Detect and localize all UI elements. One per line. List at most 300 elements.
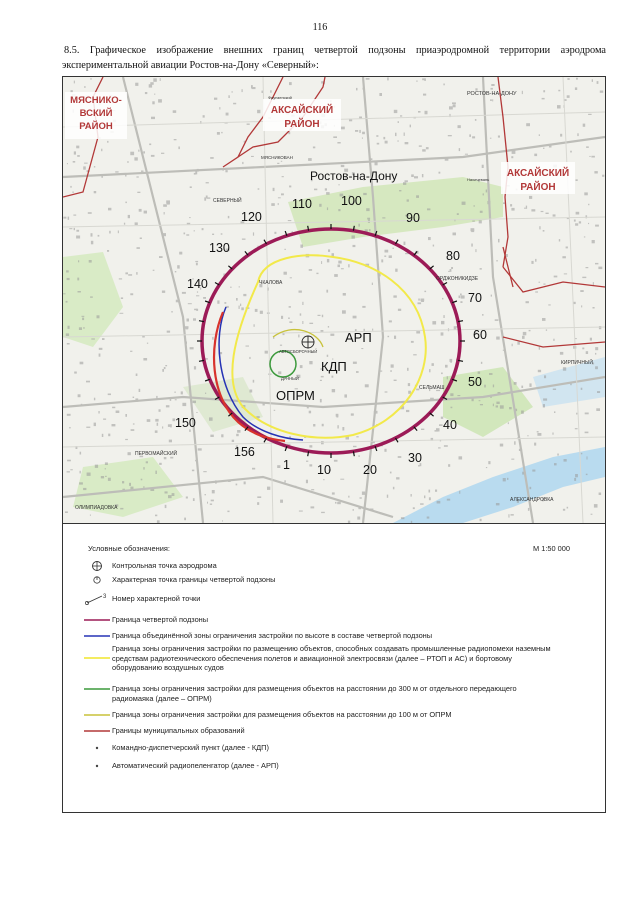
building-shape <box>288 220 292 221</box>
building-shape <box>252 468 255 470</box>
arp-marker-icon <box>94 763 100 769</box>
building-shape <box>472 399 474 402</box>
building-shape <box>140 238 142 240</box>
building-shape <box>265 351 268 354</box>
building-shape <box>521 386 523 388</box>
building-shape <box>529 383 531 387</box>
building-shape <box>342 427 344 431</box>
district-label: РАЙОН <box>520 182 556 193</box>
building-shape <box>421 429 424 430</box>
building-shape <box>165 491 168 493</box>
building-shape <box>353 316 357 319</box>
building-shape <box>166 405 170 407</box>
building-shape <box>145 92 147 94</box>
building-shape <box>333 136 337 138</box>
building-shape <box>125 175 126 177</box>
section-heading: 8.5. Графическое изображение внешних границ четвертой подзоны приаэродромной территории аэродрома экспериментальной авиации Ростов-на-Дону «Северный»: <box>62 45 606 71</box>
building-shape <box>82 318 84 321</box>
building-shape <box>575 87 577 90</box>
building-shape <box>570 151 572 153</box>
building-shape <box>546 329 547 330</box>
building-shape <box>313 424 315 427</box>
building-shape <box>155 419 158 422</box>
building-shape <box>480 211 483 213</box>
building-shape <box>523 332 527 335</box>
building-shape <box>84 86 85 88</box>
building-shape <box>510 204 512 206</box>
building-shape <box>309 269 312 271</box>
building-shape <box>105 476 107 477</box>
place-label: СЕВЕРНЫЙ <box>213 198 242 204</box>
building-shape <box>508 422 509 424</box>
building-shape <box>496 337 500 340</box>
building-shape <box>576 413 577 415</box>
building-shape <box>224 302 226 304</box>
building-shape <box>328 326 329 328</box>
building-shape <box>80 452 82 455</box>
building-shape <box>129 483 131 486</box>
building-shape <box>377 143 380 145</box>
building-shape <box>398 309 401 311</box>
building-shape <box>164 367 166 369</box>
building-shape <box>336 416 338 418</box>
building-shape <box>195 261 198 262</box>
building-shape <box>419 145 422 146</box>
building-shape <box>394 110 398 113</box>
building-shape <box>330 334 334 336</box>
building-shape <box>474 205 475 207</box>
building-shape <box>595 366 598 369</box>
district-label: РАЙОН <box>284 119 320 130</box>
building-shape <box>97 315 100 318</box>
building-shape <box>65 511 68 513</box>
district-label: АКСАЙСКИЙ <box>506 168 570 179</box>
place-label: ОРДЖОНИКИДЗЕ <box>436 276 479 282</box>
building-shape <box>426 147 429 149</box>
building-shape <box>522 336 525 339</box>
building-shape <box>404 133 405 136</box>
building-shape <box>308 158 312 161</box>
building-shape <box>67 414 71 416</box>
building-shape <box>595 353 596 355</box>
building-shape <box>143 467 144 470</box>
building-shape <box>574 478 576 481</box>
building-shape <box>472 221 475 222</box>
building-shape <box>480 404 483 405</box>
building-shape <box>309 323 313 324</box>
building-shape <box>332 376 334 378</box>
point-number: 130 <box>209 241 230 255</box>
building-shape <box>554 276 558 278</box>
building-shape <box>190 347 194 349</box>
building-shape <box>406 410 409 412</box>
place-label: Нахичевань <box>467 177 490 182</box>
place-label: АЛЕКСАНДРОВКА <box>510 497 554 503</box>
building-shape <box>105 462 108 465</box>
building-shape <box>393 487 395 490</box>
building-shape <box>587 456 588 459</box>
building-shape <box>458 125 461 128</box>
building-shape <box>429 490 431 493</box>
building-shape <box>385 141 388 144</box>
building-shape <box>112 424 116 426</box>
station-label-oprm: ОПРМ <box>276 388 315 403</box>
building-shape <box>567 78 569 80</box>
building-shape <box>421 300 424 302</box>
building-shape <box>376 135 378 137</box>
building-shape <box>320 380 322 381</box>
building-shape <box>385 391 388 392</box>
building-shape <box>250 390 253 393</box>
building-shape <box>344 394 347 397</box>
building-shape <box>101 149 102 152</box>
building-shape <box>67 163 68 164</box>
building-shape <box>479 400 481 401</box>
building-shape <box>221 132 222 133</box>
building-shape <box>514 382 517 385</box>
building-shape <box>496 405 498 407</box>
building-shape <box>161 153 164 154</box>
place-label: МЯСНИКОВАН <box>261 155 293 160</box>
building-shape <box>277 163 279 164</box>
district-label: АКСАЙСКИЙ <box>270 105 334 116</box>
building-shape <box>394 336 396 339</box>
building-shape <box>352 235 355 238</box>
building-shape <box>356 436 358 437</box>
building-shape <box>511 514 514 516</box>
building-shape <box>171 311 173 312</box>
building-shape <box>179 252 182 255</box>
legend-item: 3 Номер характерной точки <box>82 594 557 604</box>
building-shape <box>530 487 532 489</box>
building-shape <box>66 270 69 272</box>
building-shape <box>79 482 83 484</box>
building-shape <box>192 470 194 472</box>
district-label: МЯСНИКО- <box>70 95 122 106</box>
building-shape <box>137 192 140 193</box>
building-shape <box>369 229 371 231</box>
building-shape <box>423 94 426 96</box>
place-label: ДАЧНЫЙ <box>281 376 299 381</box>
building-shape <box>353 245 356 247</box>
building-shape <box>567 507 569 509</box>
building-shape <box>432 321 436 324</box>
building-shape <box>274 232 276 234</box>
building-shape <box>210 157 214 159</box>
map-panel <box>63 77 605 523</box>
place-label: ПЕРВОМАЙСКИЙ <box>135 451 178 457</box>
building-shape <box>241 307 244 310</box>
building-shape <box>407 368 409 371</box>
building-shape <box>597 81 599 84</box>
building-shape <box>448 135 452 136</box>
building-shape <box>443 84 444 86</box>
building-shape <box>109 231 111 234</box>
building-shape <box>187 319 190 322</box>
building-shape <box>107 250 109 252</box>
building-shape <box>334 460 338 462</box>
building-shape <box>257 502 259 505</box>
building-shape <box>289 321 292 323</box>
building-shape <box>196 412 197 413</box>
building-shape <box>182 292 186 294</box>
building-shape <box>332 492 335 494</box>
point-number: 50 <box>468 375 482 389</box>
building-shape <box>507 478 508 480</box>
building-shape <box>543 230 545 232</box>
building-shape <box>560 134 562 137</box>
building-shape <box>483 193 484 195</box>
building-shape <box>408 383 410 386</box>
building-shape <box>437 501 441 504</box>
building-shape <box>196 309 198 311</box>
building-shape <box>355 130 358 132</box>
building-shape <box>564 273 567 274</box>
building-shape <box>469 134 471 137</box>
building-shape <box>528 508 529 511</box>
building-shape <box>526 123 530 126</box>
building-shape <box>358 455 359 457</box>
building-shape <box>254 324 255 327</box>
building-shape <box>84 163 88 164</box>
building-shape <box>70 469 73 470</box>
building-shape <box>174 139 177 140</box>
building-shape <box>67 460 71 462</box>
building-shape <box>460 301 462 303</box>
building-shape <box>542 318 546 321</box>
building-shape <box>133 397 135 398</box>
building-shape <box>136 272 137 275</box>
building-shape <box>257 496 261 498</box>
building-shape <box>394 380 397 381</box>
building-shape <box>89 260 92 263</box>
building-shape <box>128 274 132 276</box>
building-shape <box>196 295 199 296</box>
building-shape <box>323 479 325 480</box>
building-shape <box>168 495 172 498</box>
building-shape <box>589 156 590 157</box>
building-shape <box>327 355 329 357</box>
building-shape <box>557 454 559 456</box>
building-shape <box>119 278 122 279</box>
building-shape <box>197 291 198 292</box>
building-shape <box>482 314 483 316</box>
building-shape <box>167 202 170 204</box>
building-shape <box>581 305 582 307</box>
building-shape <box>548 304 550 305</box>
building-shape <box>535 259 536 262</box>
building-shape <box>69 228 72 229</box>
building-shape <box>144 211 147 214</box>
district-label: ВСКИЙ <box>79 108 113 119</box>
building-shape <box>239 286 240 287</box>
building-shape <box>211 500 214 502</box>
building-shape <box>108 478 111 481</box>
building-shape <box>162 291 165 293</box>
building-shape <box>493 404 494 407</box>
building-shape <box>445 365 448 368</box>
building-shape <box>459 491 460 494</box>
building-shape <box>128 215 130 218</box>
building-shape <box>154 94 155 95</box>
building-shape <box>389 255 392 258</box>
building-shape <box>251 156 254 157</box>
building-shape <box>169 440 172 443</box>
building-shape <box>416 331 420 333</box>
building-shape <box>278 197 281 198</box>
building-shape <box>273 337 274 339</box>
building-shape <box>480 268 482 270</box>
building-shape <box>131 429 135 431</box>
building-shape <box>449 106 453 109</box>
building-shape <box>543 90 545 92</box>
building-shape <box>212 234 214 235</box>
point-number: 80 <box>446 249 460 263</box>
building-shape <box>244 482 246 485</box>
building-shape <box>585 413 589 415</box>
building-shape <box>107 141 108 143</box>
building-shape <box>459 456 463 459</box>
building-shape <box>395 269 397 272</box>
building-shape <box>362 138 363 139</box>
building-shape <box>135 83 138 86</box>
legend-item: Контрольная точка аэродрома <box>82 561 557 571</box>
building-shape <box>185 326 189 328</box>
building-shape <box>214 98 217 100</box>
building-shape <box>450 269 452 272</box>
building-shape <box>120 313 124 314</box>
building-shape <box>436 428 440 431</box>
building-shape <box>529 196 532 199</box>
building-shape <box>120 508 123 510</box>
building-shape <box>389 320 392 322</box>
building-shape <box>228 216 230 218</box>
legend-item: Граница объединённой зоны ограничения застройки по высоте в составе четвертой подзоны <box>82 631 557 641</box>
point-number: 140 <box>187 277 208 291</box>
building-shape <box>253 380 255 383</box>
building-shape <box>138 150 139 152</box>
building-shape <box>418 299 420 301</box>
building-shape <box>212 337 213 340</box>
building-shape <box>207 502 208 504</box>
building-shape <box>539 347 540 350</box>
building-shape <box>217 300 219 303</box>
building-shape <box>181 391 183 394</box>
building-shape <box>95 465 98 468</box>
building-shape <box>128 452 131 455</box>
building-shape <box>442 298 443 300</box>
building-shape <box>422 149 426 151</box>
city-label: Ростов-на-Дону <box>310 169 398 183</box>
building-shape <box>577 133 578 136</box>
building-shape <box>146 461 148 463</box>
building-shape <box>367 218 370 220</box>
oprm300-line-icon <box>84 687 110 691</box>
place-label: ОЛИМПИАДОВКА <box>75 505 118 511</box>
building-shape <box>462 202 466 205</box>
building-shape <box>490 138 492 139</box>
rtop-zone-line-icon <box>84 656 110 660</box>
building-shape <box>282 176 284 177</box>
building-shape <box>186 234 189 235</box>
building-shape <box>316 273 318 274</box>
building-shape <box>280 500 283 503</box>
point-number: 40 <box>443 418 457 432</box>
building-shape <box>401 517 405 519</box>
building-shape <box>299 511 303 512</box>
building-shape <box>74 81 75 84</box>
building-shape <box>488 461 490 464</box>
building-shape <box>105 468 106 469</box>
building-shape <box>90 78 91 79</box>
building-shape <box>240 304 241 307</box>
building-shape <box>115 171 118 172</box>
building-shape <box>135 222 138 225</box>
building-shape <box>588 114 592 115</box>
building-shape <box>384 449 386 452</box>
kdp-marker-icon <box>94 745 100 751</box>
place-label: АВТОСБОРОЧНЫЙ <box>279 349 318 354</box>
building-shape <box>543 148 544 149</box>
building-shape <box>299 291 302 293</box>
building-shape <box>554 463 557 465</box>
building-shape <box>441 373 443 375</box>
building-shape <box>74 151 76 154</box>
place-label: ЧКАЛОВА <box>259 280 283 286</box>
building-shape <box>557 105 561 108</box>
building-shape <box>108 434 110 437</box>
municipal-line-icon <box>84 729 110 733</box>
building-shape <box>130 152 134 156</box>
building-shape <box>584 192 588 195</box>
building-shape <box>205 393 206 394</box>
building-shape <box>206 196 208 199</box>
building-shape <box>576 179 578 181</box>
building-shape <box>472 136 475 138</box>
building-shape <box>537 431 539 432</box>
building-shape <box>381 259 383 262</box>
building-shape <box>320 399 322 403</box>
building-shape <box>511 156 513 158</box>
building-shape <box>281 193 284 195</box>
building-shape <box>584 236 585 237</box>
building-shape <box>247 124 250 125</box>
building-shape <box>539 226 540 229</box>
building-shape <box>141 479 143 481</box>
building-shape <box>236 434 239 436</box>
building-shape <box>586 267 589 268</box>
building-shape <box>491 84 494 86</box>
building-shape <box>372 283 373 285</box>
building-shape <box>68 217 70 220</box>
building-shape <box>542 98 545 100</box>
building-shape <box>155 515 157 517</box>
building-shape <box>353 362 357 364</box>
building-shape <box>164 457 167 459</box>
place-label: РОСТОВ-НА-ДОНУ <box>467 91 517 97</box>
building-shape <box>543 398 547 400</box>
building-shape <box>465 154 468 155</box>
building-shape <box>492 99 493 101</box>
building-shape <box>511 459 514 460</box>
building-shape <box>70 186 71 188</box>
building-shape <box>567 95 570 98</box>
building-shape <box>427 208 430 210</box>
building-shape <box>125 414 127 417</box>
building-shape <box>385 250 389 253</box>
building-shape <box>581 453 582 455</box>
building-shape <box>408 391 411 394</box>
